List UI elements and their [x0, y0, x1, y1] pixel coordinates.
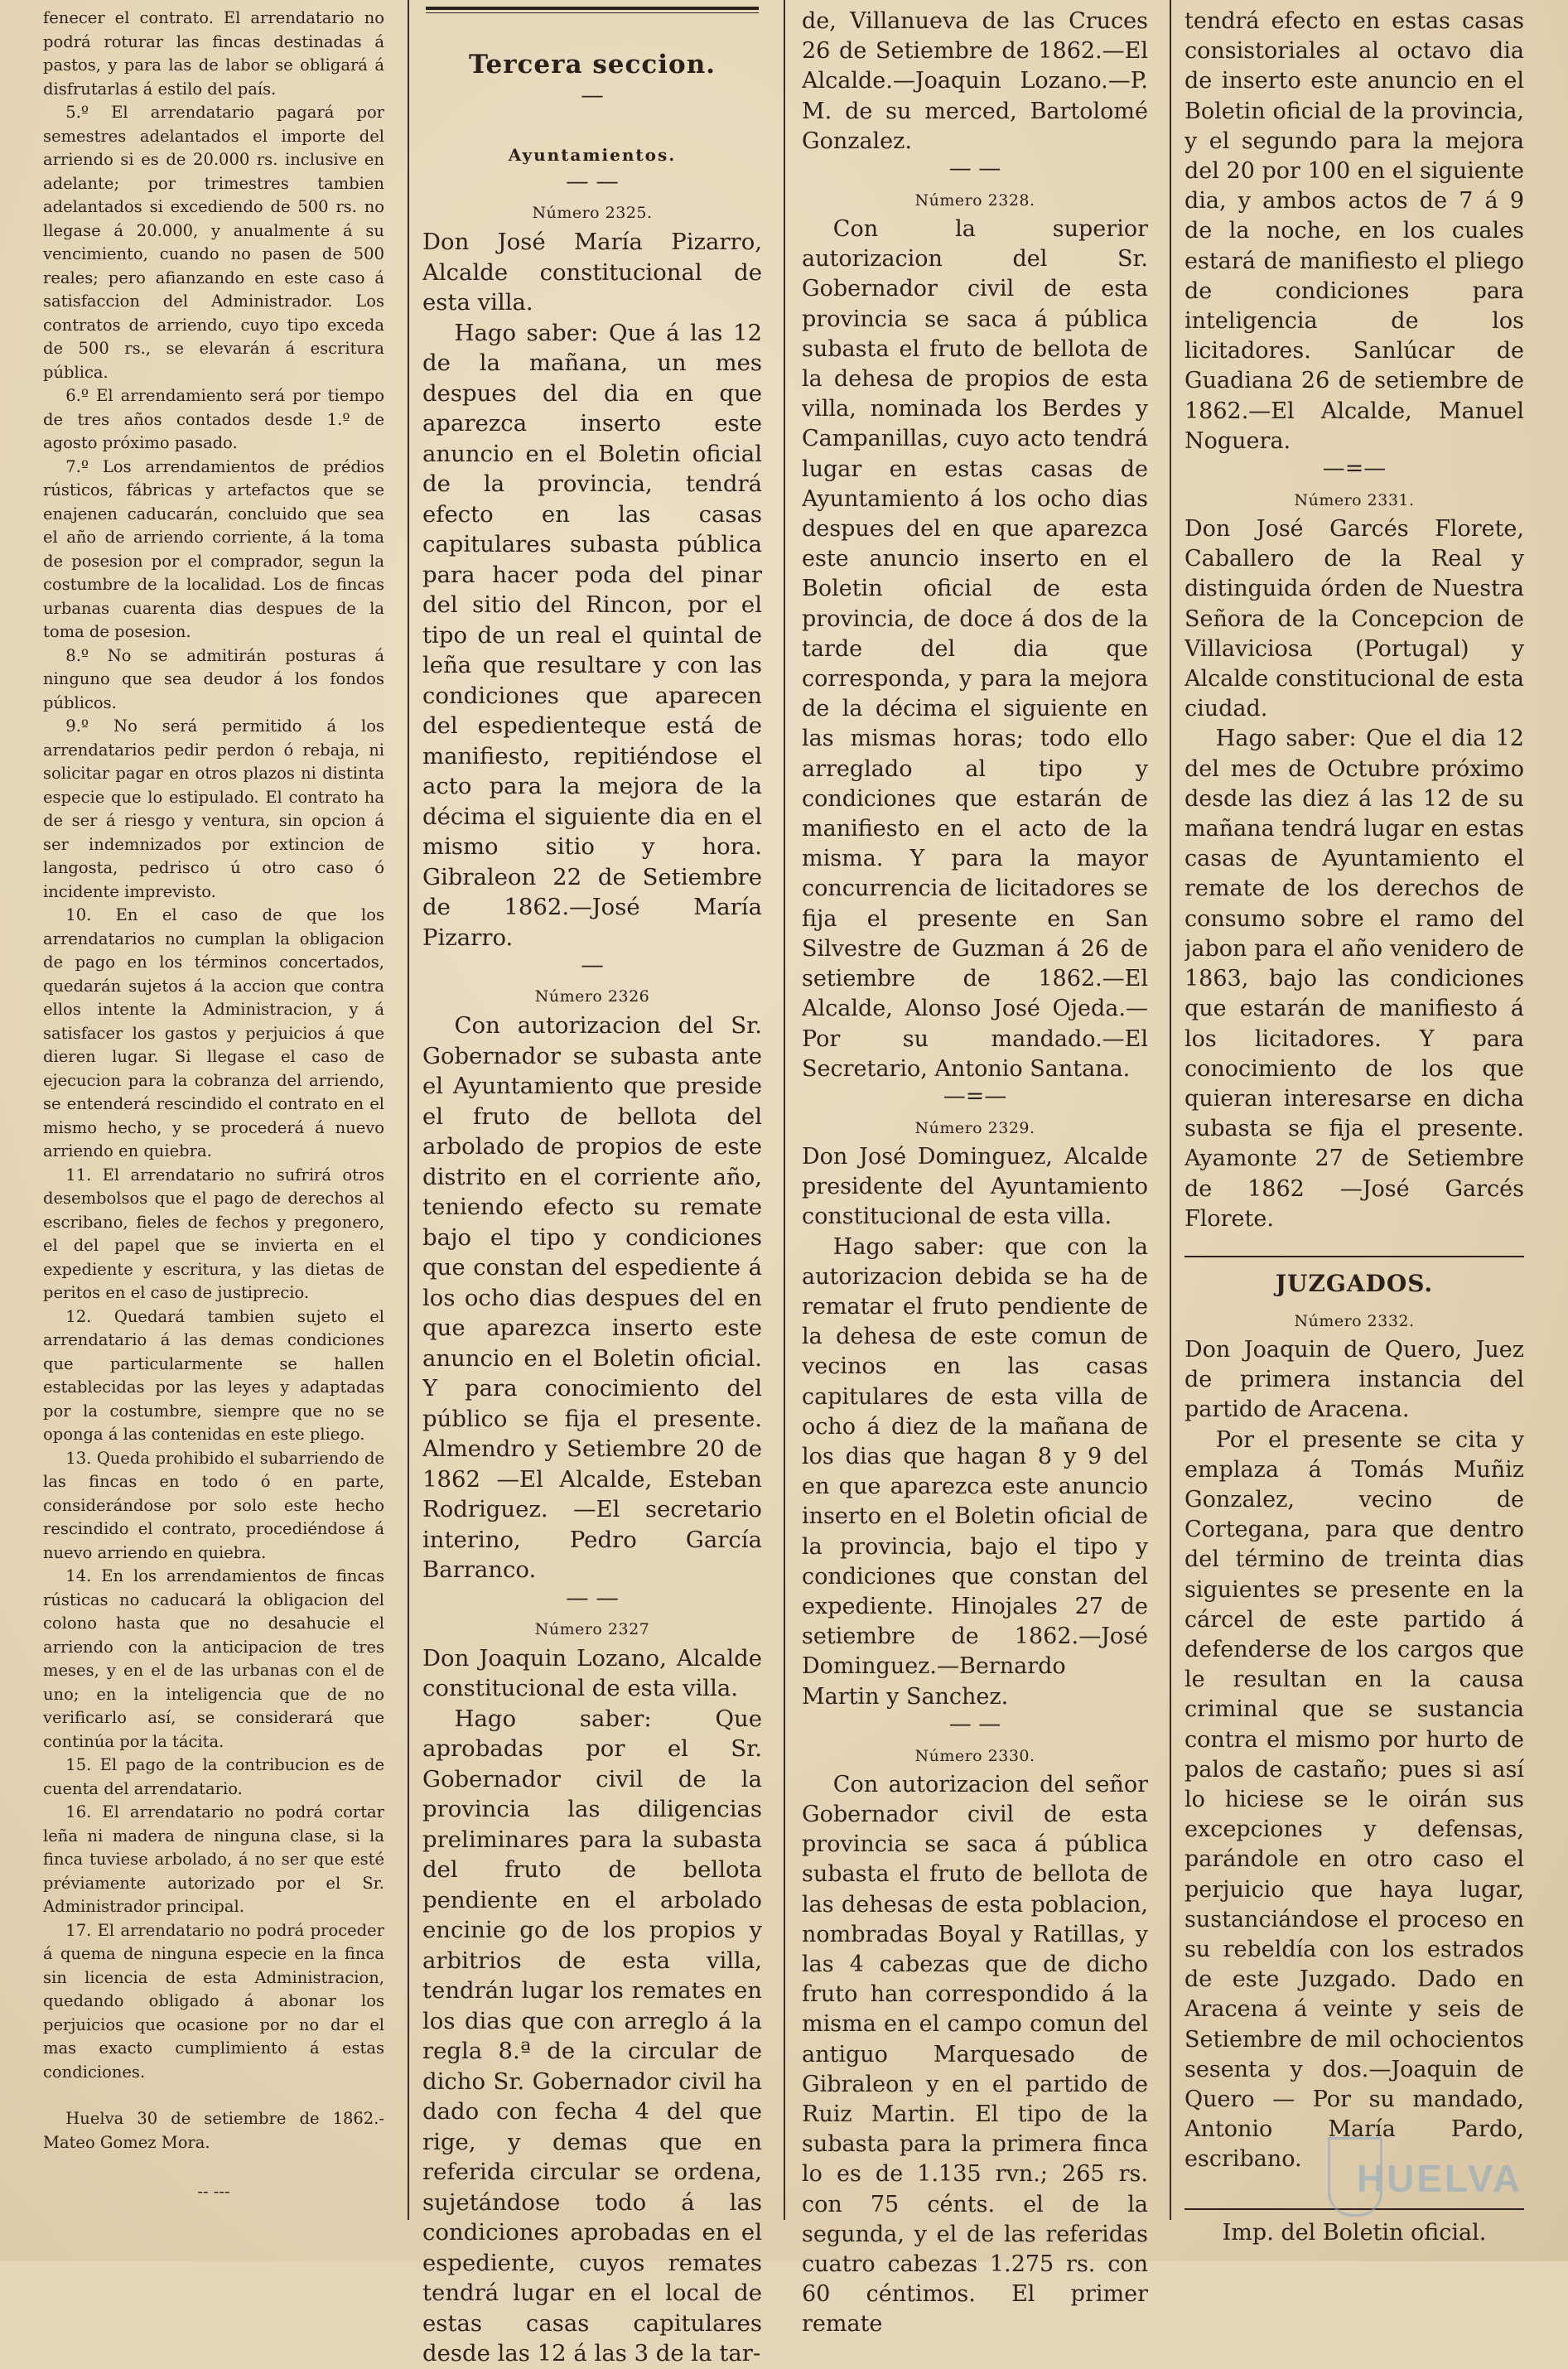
notice-heading: Don José Dominguez, Alcalde presidente del Ayuntamiento constitucional de esta villa. [802, 1143, 1148, 1230]
notice-number: Número 2332. [1294, 1311, 1415, 1330]
condition-7: 7.º Los arrendamientos de prédios rústicos, fábricas y artefactos que se enajenen caducarán, concluido que sea el año de arriendo corriente, á la toma de posesion por el comprador, segun la costumbre de la localidad. Los de fincas urbanas cuarenta dias despues de la toma de posesion. [43, 456, 384, 641]
column-2 [422, 7, 762, 2369]
notice-number: Número 2328. [914, 191, 1035, 210]
condition-11: 11. El arrendatario no sufrirá otros desembolsos que el pago de derechos al escribano, fieles de fechos y pregonero, el del papel que se invierta en el expediente y escritura, y las dietas de peritos en el caso de justiprecio. [43, 1165, 384, 1302]
column-4 [1184, 7, 1524, 2248]
condition-5: 5.º El arrendatario pagará por semestres adelantados el importe del arriendo si es de 20.000 rs. inclusive en adelante; por trimestres tambien adelantados si excediendo de 500 rs. no llegase á 20.000, y anualmente á su vencimiento, cuando no pasen de 500 reales; pero afianzando en este caso á satisfaccion del Administrador. Los contratos de arriendo, cuyo tipo exceda de 500 rs., se elevarán á escritura pública. [43, 103, 384, 382]
notice-continuation: tendrá efecto en estas casas consistoriales al octavo dia de inserto este anuncio en el Boletin oficial de la provincia, y el segundo para la mejora del 20 por 100 en el siguiente dia, y ambos actos de 7 á 9 de la noche, en los cuales estará de manifiesto el pliego de condiciones para inteligencia de los licitadores. Sanlúcar de Guadiana 26 de setiembre de 1862.—El Alcalde, Manuel Noguera. [1184, 8, 1524, 454]
divider: —=— [1322, 456, 1387, 482]
notice-heading: Don Joaquin Lozano, Alcalde constitucional de esta villa. [422, 1644, 762, 1701]
condition-8: 8.º No se admitirán posturas á ninguno que sea deudor á los fondos públicos. [43, 645, 384, 712]
column-divider [408, 0, 409, 2220]
header-rule [426, 7, 759, 13]
shield-icon [1328, 2137, 1382, 2217]
section-rule [1184, 1256, 1524, 1257]
condition-17: 17. El arrendatario no podrá proceder á quema de ninguna especie en la finca sin licencia de esta Administracion, quedando obligado á abonar los perjuicios que ocasione por no dar el mas exacto cumplimiento á estas condiciones. [43, 1920, 384, 2082]
notice-number: Número 2325. [532, 204, 653, 222]
notice-body: Hago saber: Que el dia 12 del mes de Octubre próximo desde las diez á las 12 de su mañana tendrá lugar en estas casas de Ayuntamiento el remate de los derechos de consumo sobre el ramo del jabon para el año venidero de 1863, bajo las condiciones que estarán de manifiesto á los licitadores. Y para conocimiento de los que quieran interesarse en dicha subasta se fija el presente. Ayamonte 27 de Setiembre de 1862 —José Garcés Florete. [1184, 726, 1524, 1232]
imprint: Imp. del Boletin oficial. [1222, 2219, 1487, 2246]
condition-12: 12. Quedará tambien sujeto el arrendatario á las demas condiciones que particularmente se hallen establecidas por las leyes y adaptadas por la costumbre, siempre que no se oponga á las contenidas en este pliego. [43, 1306, 384, 1444]
notice-continuation: de, Villanueva de las Cruces 26 de Setiembre de 1862.—El Alcalde.—Joaquin Lozano.—P. M. de su merced, Bartolomé Gonzalez. [802, 8, 1148, 154]
section-title: Tercera seccion. [468, 50, 716, 80]
notice-heading: Don José Garcés Florete, Caballero de la Real y distinguida órden de Nuestra Señora de la Concepcion de Villaviciosa (Portugal) y Alcalde constitucional de esta ciudad. [1184, 516, 1524, 722]
notice-body: Con autorizacion del Sr. Gobernador se subasta ante el Ayuntamiento que preside el fruto de bellota del arbolado de propios de este distrito en el corriente año, teniendo efecto su remate bajo el tipo y condiciones que constan del espediente á los ocho dias despues del en que aparezca inserto este anuncio en el Boletin oficial. Y para conocimiento del público se fija el presente. Almendro y Setiembre 20 de 1862 —El Alcalde, Esteban Rodriguez. —El secretario interino, Pedro García Barranco. [422, 1012, 762, 1583]
notice-number: Número 2327 [534, 1619, 650, 1638]
notice-body: Con autorizacion del señor Gobernador civil de esta provincia se saca á pública subasta el fruto de bellota de las dehesas de esta poblacion, nombradas Boyal y Ratillas, y las 4 cabezas que de dicho fruto han correspondido á la misma en el campo comun del antiguo Marquesado de Gibraleon y en el partido de Ruiz Martin. El tipo de la subasta para la primera finca lo es de 1.135 rvn.; 265 rs. con 75 cénts. el de la segunda, y el de las referidas cuatro cabezas 1.275 rs. con 60 céntimos. El primer remate [802, 1771, 1148, 2338]
condition-6: 6.º El arrendamiento será por tiempo de tres años contados desde 1.º de agosto próximo pasado. [43, 386, 384, 452]
notice-number: Número 2331. [1294, 491, 1415, 510]
divider: — — [566, 168, 619, 195]
watermark-text: HUELVA [1356, 2157, 1523, 2200]
notice-heading: Don José María Pizarro, Alcalde constitucional de esta villa. [422, 229, 762, 316]
notice-body: Con la superior autorizacion del Sr. Gobernador civil de esta provincia se saca á pública subasta el fruto de bellota de la dehesa de propios de esta villa, nominada los Berdes y Campanillas, cuyo acto tendrá lugar en estas casas de Ayuntamiento á los ocho dias despues del en que aparezca este anuncio inserto en el Boletin oficial de esta provincia, de doce á dos de la tarde del dia que corresponda, y para la mejora de la décima el siguiente en las mismas horas; todo ello arreglado al tipo y condiciones que estarán de manifiesto en el acto de la misma. Y para la mayor concurrencia de licitadores se fija el presente en San Silvestre de Guzman á 26 de setiembre de 1862.—El Alcalde, Alonso José Ojeda.—Por su mandado.—El Secretario, Antonio Santana. [802, 216, 1148, 1082]
archive-watermark [1336, 2129, 1543, 2228]
paragraph: fenecer el contrato. El arrendatario no podrá roturar las fincas destinadas á pastos, y para las de labor se obligará á disfrutarlas á estilo del país. [43, 8, 384, 99]
divider: —=— [943, 1083, 1007, 1109]
notice-number: Número 2329. [914, 1118, 1035, 1137]
condition-10: 10. En el caso de que los arrendatarios no cumplan la obligacion de pago en los términos concertados, quedarán sujetos á la accion que contra ellos intente la Administracion, y á satisfacer los gastos y perjuicios á que dieren lugar. Si llegase el caso de ejecucion para la cobranza del arriendo, se entenderá rescindido el contrato en el mismo hecho, y se procederá á nuevo arriendo en quiebra. [43, 905, 384, 1160]
column-divider [1170, 0, 1171, 2220]
end-dash: -- --- [197, 2182, 230, 2201]
notice-body: Por el presente se cita y emplaza á Tomás Muñiz Gonzalez, vecino de Cortegana, para que dentro del término de treinta dias siguientes se presente en la cárcel de este partido á defenderse de los cargos que le resultan en la causa criminal que se sustancia contra el mismo por hurto de palos de castaño; pues si así lo hiciese se le oirán sus excepciones y defensas, parándole en otro caso el perjuicio que haya lugar, sustanciándose el proceso en su rebeldía con los estrados de este Juzgado. Dado en Aracena á veinte y seis de Setiembre de mil ochocientos sesenta y dos.—Joaquin de Quero — Por su mandado, Antonio María Pardo, escribano. [1184, 1426, 1524, 2173]
condition-15: 15. El pago de la contribucion es de cuenta del arrendatario. [43, 1755, 384, 1798]
notice-body: Hago saber: Que aprobadas por el Sr. Gobernador civil de la provincia las diligencias preliminares para la subasta del fruto de bellota pendiente en el arbolado encinie go de los propios y arbitrios de esta villa, tendrán lugar los remates en los dias que con arreglo á la regla 8.ª de la circular de dicho Sr. Gobernador civil ha dado con fecha 4 del que rige, y demas que en referida circular se ordena, sujetándose todo á las condiciones aprobadas en el espediente, cuyos remates tendrá lugar en el local de estas casas capitulares desde las 12 á las 3 de la tar- [422, 1705, 762, 2367]
divider: — — [948, 1710, 1001, 1737]
divider: — [581, 952, 604, 978]
signature: Huelva 30 de setiembre de 1862.-Mateo Gomez Mora. [43, 2109, 384, 2152]
column-divider [784, 0, 785, 2220]
subsection-title: Ayuntamientos. [508, 145, 677, 165]
divider: — — [566, 1584, 619, 1611]
condition-16: 16. El arrendatario no podrá cortar leña ni madera de ninguna clase, si la finca tuviese arbolado, á no ser que esté préviamente autorizado por el Sr. Administrador principal. [43, 1802, 384, 1916]
column-3 [802, 7, 1148, 2340]
notice-number: Número 2326 [534, 987, 650, 1006]
section-title: JUZGADOS. [1275, 1269, 1434, 1297]
notice-heading: Don Joaquin de Quero, Juez de primera instancia del partido de Aracena. [1184, 1336, 1524, 1423]
notice-body: Hago saber: que con la autorizacion debida se ha de rematar el fruto pendiente de la dehesa de este comun de vecinos en las casas capitulares de esta villa de ocho á diez de la mañana de los dias que hagan 8 y 9 del en que aparezca este anuncio inserto en el Boletin oficial de la provincia, bajo el tipo y condiciones que constan del expediente. Hinojales 27 de setiembre de 1862.—José Dominguez.—Bernardo Martin y Sanchez. [802, 1233, 1148, 1710]
notice-number: Número 2330. [914, 1746, 1035, 1765]
condition-13: 13. Queda prohibido el subarriendo de las fincas en todo ó en parte, considerándose por solo este hecho rescindido el contrato, procediéndose á nuevo arriendo en quiebra. [43, 1448, 384, 1562]
column-1 [43, 7, 384, 2204]
divider: — [581, 82, 604, 109]
condition-14: 14. En los arrendamientos de fincas rústicas no caducará la obligacion del colono hasta que no desahucie el arriendo con la anticipacion de tres meses, y en el de las urbanas con el de uno; en la inteligencia que de no verificarlo así, se considerará que continúa por la tácita. [43, 1566, 384, 1751]
notice-body: Hago saber: Que á las 12 de la mañana, un mes despues del dia en que aparezca inserto este anuncio en el Boletin oficial de la provincia, tendrá efecto en las casas capitulares subasta pública para hacer poda del pinar del sitio del Rincon, por el tipo de un real el quintal de leña que resultare y con las condiciones que aparecen del espedienteque está de manifiesto, repitiéndose el acto para la mejora de la décima el siguiente dia en el mismo sitio y hora. Gibraleon 22 de Setiembre de 1862.—José María Pizarro. [422, 319, 762, 951]
divider: — — [948, 156, 1001, 182]
condition-9: 9.º No será permitido á los arrendatarios pedir perdon ó rebaja, ni solicitar pagar en otros plazos ni distinta especie que lo estipulado. El contrato ha de ser á riesgo y ventura, sin opcion á ser indemnizados por extincion de langosta, pedrisco ú otro caso ó incidente imprevisto. [43, 716, 384, 901]
